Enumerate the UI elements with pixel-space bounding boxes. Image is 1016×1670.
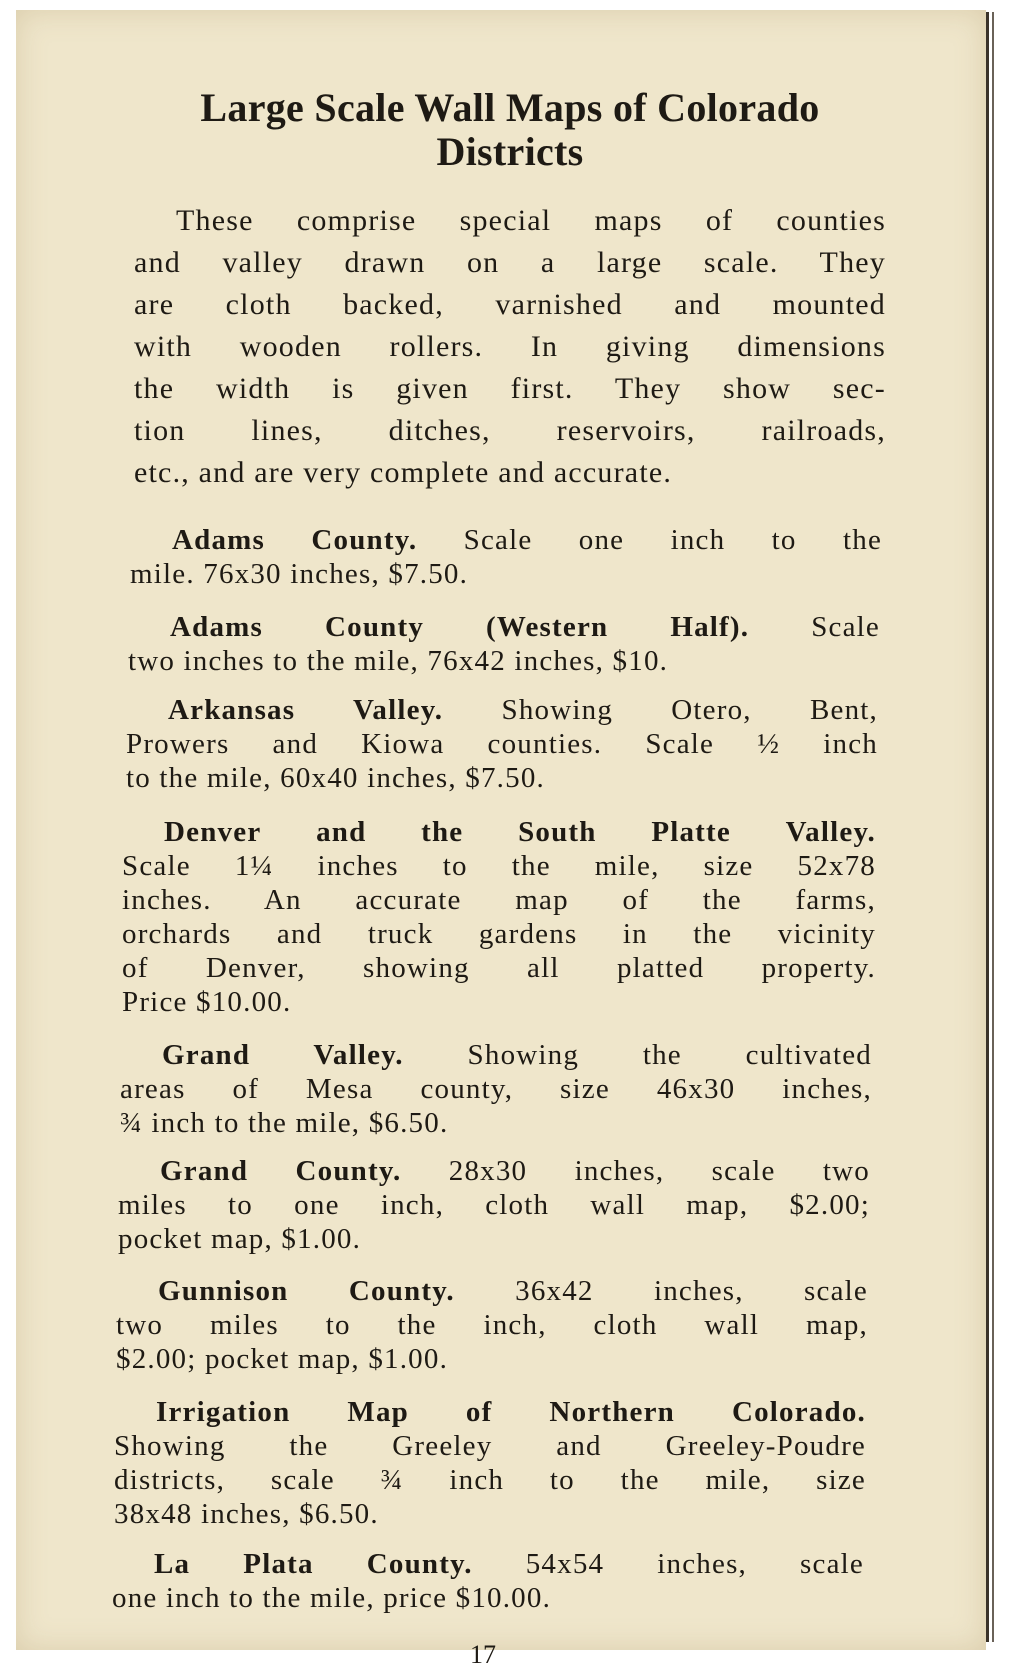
entry-name-word: South <box>518 816 597 848</box>
title-line: Large Scale Wall Maps of Colorado <box>200 85 820 130</box>
entry-name-word: the <box>421 816 464 848</box>
page-edge <box>986 12 989 1642</box>
entry-name: Grand Valley. <box>162 1039 404 1071</box>
entry-line <box>126 693 878 727</box>
entry-name-word: Irrigation <box>156 1396 291 1428</box>
intro-line: These comprise special maps of counties <box>176 204 886 237</box>
entry-text: 54x54 inches, scale <box>525 1548 864 1580</box>
entry-name: Gunnison County. <box>158 1275 455 1307</box>
intro-line: and valley drawn on a large scale. They <box>134 246 886 279</box>
page-edge <box>992 12 994 1642</box>
entry-name-word: and <box>316 816 367 848</box>
entry-line: $2.00; pocket map, $1.00. <box>116 1343 449 1375</box>
intro-paragraph <box>134 200 886 494</box>
entry-name-word: Northern <box>549 1396 675 1428</box>
entry-line <box>130 523 882 557</box>
intro-line: the width is given first. They show sec- <box>134 372 886 405</box>
entry-name: Adams County (Western Half). <box>170 611 750 643</box>
entry-line: ¾ inch to the mile, $6.50. <box>120 1107 449 1139</box>
entry-line: miles to one inch, cloth wall map, $2.00; <box>118 1189 870 1221</box>
intro-line: are cloth backed, varnished and mounted <box>134 288 886 321</box>
entry-text: 36x42 inches, scale <box>515 1275 869 1307</box>
intro-line: tion lines, ditches, reservoirs, railroads, <box>134 414 886 447</box>
entry-line: Showing the Greeley and Greeley-Poudre <box>114 1430 866 1462</box>
entry-line: two inches to the mile, 76x42 inches, $10. <box>128 645 669 677</box>
map-entry <box>114 1395 866 1531</box>
entry-line: districts, scale ¾ inch to the mile, size <box>114 1464 866 1496</box>
entry-line: areas of Mesa county, size 46x30 inches, <box>120 1073 872 1105</box>
map-entry <box>118 1154 870 1256</box>
entry-line: pocket map, $1.00. <box>118 1223 362 1255</box>
intro-line: with wooden rollers. In giving dimensions <box>134 330 886 363</box>
page-number: 17 <box>470 1640 496 1669</box>
map-entry <box>112 1547 864 1615</box>
entry-line: orchards and truck gardens in the vicinity <box>122 918 876 950</box>
entry-name: La Plata County. <box>154 1548 473 1580</box>
entry-text: Scale <box>811 611 880 643</box>
entry-name-word: Valley. <box>785 816 876 848</box>
entry-line <box>128 610 880 644</box>
map-entry <box>130 523 882 591</box>
entry-line: Price $10.00. <box>122 986 292 1018</box>
entry-name-word: Colorado. <box>731 1396 866 1428</box>
title-line: Districts <box>436 129 584 174</box>
entry-name-word: Platte <box>651 816 731 848</box>
entry-line: Prowers and Kiowa counties. Scale ½ inch <box>126 728 878 760</box>
entry-line <box>114 1395 866 1429</box>
entry-line: 38x48 inches, $6.50. <box>114 1498 379 1530</box>
map-entry <box>128 610 880 678</box>
entry-line <box>116 1274 868 1308</box>
intro-line: etc., and are very complete and accurate. <box>134 456 673 489</box>
entry-line <box>120 1038 872 1072</box>
entry-name: Arkansas Valley. <box>168 694 444 726</box>
page-title <box>110 86 910 174</box>
map-entry <box>126 693 878 795</box>
map-entry <box>116 1274 868 1376</box>
entry-line <box>118 1154 870 1188</box>
entry-line <box>112 1547 864 1581</box>
entry-name-word: of <box>465 1396 493 1428</box>
entry-line: two miles to the inch, cloth wall map, <box>116 1309 868 1341</box>
map-entry <box>120 1038 872 1140</box>
entry-text: 28x30 inches, scale two <box>448 1155 870 1187</box>
entry-line: Scale 1¼ inches to the mile, size 52x78 <box>122 850 876 882</box>
entry-line: to the mile, 60x40 inches, $7.50. <box>126 762 545 794</box>
entry-text: Scale one inch to the <box>463 524 883 556</box>
entry-text: Showing Otero, Bent, <box>501 694 878 726</box>
entry-line: inches. An accurate map of the farms, <box>122 884 876 916</box>
entry-name-word: Denver <box>164 816 262 848</box>
map-entry <box>122 815 876 1019</box>
entry-line <box>122 815 876 849</box>
entry-text: Showing the cultivated <box>467 1039 872 1071</box>
entry-line: one inch to the mile, price $10.00. <box>112 1582 552 1614</box>
entry-name-word: Map <box>347 1396 409 1428</box>
entry-name: Grand County. <box>160 1155 402 1187</box>
entry-line: of Denver, showing all platted property. <box>122 952 876 984</box>
entry-name: Adams County. <box>172 524 418 556</box>
entry-line: mile. 76x30 inches, $7.50. <box>130 558 469 590</box>
